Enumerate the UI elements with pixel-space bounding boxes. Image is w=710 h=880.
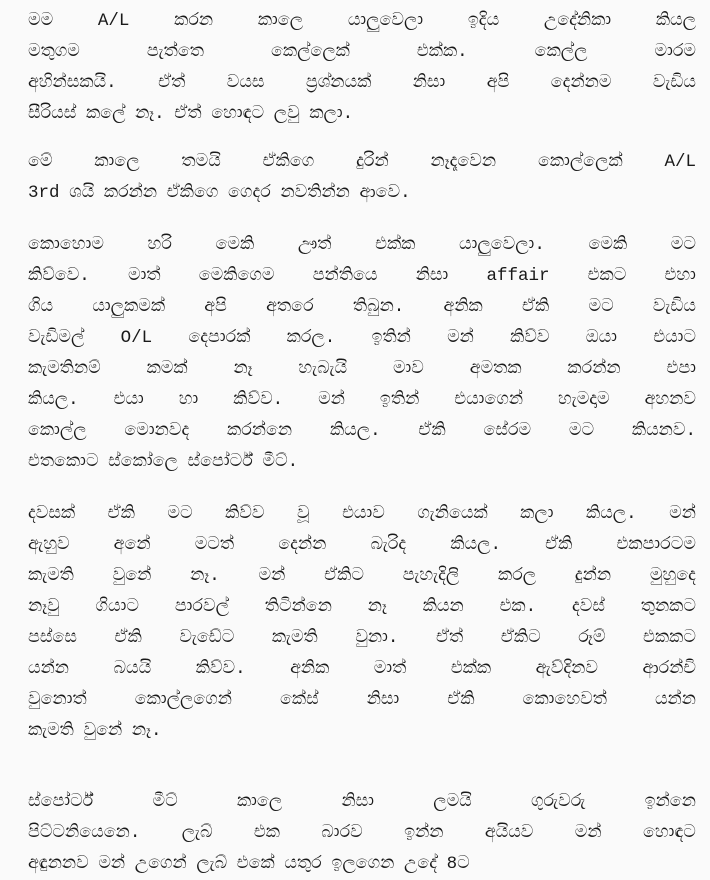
word: කෙල්ලෙක් [270,42,350,62]
word: නෑ [367,597,387,617]
word: එක්ක. [416,42,468,62]
word: A/L [97,11,130,31]
word: ගෙදර [228,183,271,203]
word: කලා [520,504,554,524]
word: එක [253,823,280,843]
word: කොහොම [28,235,104,255]
word: බැරිද [370,535,407,555]
text-line [28,716,696,747]
word: කලා. [309,104,354,124]
word: දුරින් [356,152,389,172]
word: ඉදිය [467,11,500,31]
word: ගුරුවරු [531,792,586,812]
word: තිටින්නෙ [264,597,332,617]
word: කැමති [271,628,318,648]
word: පන්තියෙ [312,266,378,286]
word: දෙන්නම [550,73,612,93]
word: නෑ. [131,721,162,741]
word: අනික [290,659,330,679]
word: අයියව [484,823,534,843]
word: ලැබ් [181,823,213,843]
word: මාත් [128,266,161,286]
word: අතරෙ [266,297,314,317]
word: යතුර [284,854,322,874]
word: කාලෙ [236,792,283,812]
word: දෙපාරක් [188,328,251,348]
word: කිව්ව [225,504,265,524]
word: මොනවද [124,421,190,441]
word: පැත්තෙ [146,42,204,62]
word: මීට්. [262,452,299,472]
word: කියන [422,597,464,617]
word: ඌත් [297,235,332,255]
word: ඇව්දිනව [535,659,598,679]
paragraph-3 [28,230,696,478]
word: දුන්න [574,566,612,586]
word: බයයි [113,659,152,679]
word: ඔයා [585,328,617,348]
text-line [28,592,696,623]
text-line [28,6,696,37]
word: ලමයි [433,792,472,812]
word: අපි [486,73,510,93]
text-line [28,292,696,323]
text-line [28,99,696,130]
word: සේරම [483,421,532,441]
word: ගියාට [95,597,139,617]
word: ඉතින් [379,390,420,410]
text-line [28,499,696,530]
word: මෙකිගෙම [198,266,275,286]
word: ඉන්න [404,823,444,843]
word: මන් [318,390,345,410]
word: නෑ. [190,566,220,586]
word: අහනව [644,390,696,410]
word: ලැබ් [196,854,228,874]
word: යාලුවෙලා. [459,235,545,255]
word: 3rd [28,183,60,203]
word: නිසා [415,266,449,286]
word: තුනකට [640,597,696,617]
word: තිබුන. [352,297,405,317]
word: වුනේ [112,566,152,586]
word: සීරියස් [28,104,77,124]
word: වූ [296,504,310,524]
paragraph-1 [28,6,696,130]
word: ලවු [273,104,300,124]
word: එකේ [236,854,275,874]
word: හරි [147,235,172,255]
word: කොල්ල [28,421,87,441]
word: එක. [499,597,537,617]
paragraph-4 [28,499,696,747]
text-line [28,818,696,849]
text-line [28,416,696,447]
paragraph-spacer [28,478,696,499]
word: එහා [664,266,696,286]
word: කිව්ව. [233,390,284,410]
word: කියල. [28,390,79,410]
paragraph-spacer [28,747,696,787]
word: නවතින්න [280,183,350,203]
word: අපි [204,297,227,317]
word: අහින්සකයි. [28,73,117,93]
word: A/L [664,152,696,172]
word: පස්සෙ [28,628,77,648]
word: ඒකිට [324,566,364,586]
text-line [28,447,696,478]
word: කිව්ව [510,328,550,348]
word: කරන [174,11,214,31]
text-line [28,178,696,209]
word: තමයි [181,152,221,172]
word: කරන්න [567,359,621,379]
word: ගැනියෙක් [417,504,488,524]
word: නෑ. [135,104,165,124]
word: හැබැයි [298,359,348,379]
text-line [28,68,696,99]
word: එක්ක [375,235,416,255]
word: දවසක් [28,504,76,524]
word: මුහුදෙ [649,566,696,586]
word: කාලෙ [94,152,140,172]
word: 8ට [446,854,470,874]
word: මාව [392,359,424,379]
word: මන් [258,566,286,586]
word: එයාට [653,328,696,348]
text-line [28,147,696,178]
word: දෙන්න [278,535,327,555]
word: කරල [497,566,537,586]
text-line [28,685,696,716]
text-line [28,787,696,818]
word: O/L [120,328,153,348]
word: කෙල්ල [534,42,588,62]
word: නෑවු [28,597,60,617]
word: කියල. [329,421,381,441]
paragraph-5 [28,787,696,880]
word: රූම් [578,628,606,648]
word: ඒකිට [500,628,541,648]
paragraph-spacer [28,209,696,230]
text-line [28,654,696,685]
word: ඒත් [174,104,202,124]
word: කිව්වෙ. [28,266,90,286]
word: ඒකි [107,504,135,524]
word: මට [588,297,614,317]
text-line [28,323,696,354]
word: ස්පෝර්ට් [187,452,253,472]
text-line [28,849,696,880]
text-line [28,261,696,292]
word: මතුගම [28,42,80,62]
word: කොහෙවත් [522,690,607,710]
word: කේස් [279,690,319,710]
word: ආවෙ. [359,183,411,203]
word: යන්න [28,659,70,679]
word: කැමති [28,566,74,586]
word: එකකට [643,628,696,648]
word: මට [670,235,696,255]
word: ස්කෝලෙ [108,452,178,472]
word: මීට් [152,792,178,812]
word: ගිය [28,297,54,317]
word: පිට්ටනියෙනෙ. [28,823,141,843]
word: ශයි [69,183,95,203]
word: එකපාරටම [616,535,696,555]
word: කරල. [286,328,336,348]
word: ඒකි [447,690,475,710]
word: එක්ක [450,659,492,679]
word: කොල්ලෙක් [537,152,623,172]
word: එතකොට [28,452,99,472]
text-line [28,385,696,416]
word: වැඩිය [652,297,696,317]
word: නිසා [366,690,400,710]
word: කිව්ව. [195,659,246,679]
text-line [28,561,696,592]
word: වයස [226,73,265,93]
word: වුනා. [355,628,399,648]
word: පාරවල් [174,597,229,617]
word: පැහැදිලි [402,566,460,586]
word: ඒකිගෙ [262,152,315,172]
word: ඉන්නෙ [644,792,696,812]
word: කැමතිනම් [28,359,101,379]
word: මට [167,504,193,524]
word: උදේනිකා [543,11,612,31]
word: මාත් [373,659,407,679]
word: මන් [447,328,474,348]
word: මාරම [654,42,696,62]
word: කියල. [450,535,501,555]
word: කියනව. [631,421,696,441]
word: උදේ [403,854,437,874]
word: මෙකි [588,235,628,255]
word: කොල්ලගෙන් [134,690,232,710]
word: අනික [443,297,483,317]
word: වුනොත් [28,690,87,710]
word: අඳුනනව [28,854,89,874]
word: කියල [655,11,696,31]
word: මන් [98,854,126,874]
word: affair [486,266,550,286]
word: මේ [28,152,53,172]
text-line [28,623,696,654]
word: නිසා [341,792,374,812]
word: අමතක [469,359,522,379]
word: නිසා [412,73,446,93]
word: කැමති [28,721,74,741]
word: මන් [574,823,602,843]
word: ඒකි [114,628,142,648]
word: ඒකිගෙ [166,183,219,203]
word: හොඳට [642,823,696,843]
word: ආරන්චි [642,659,696,679]
text-line [28,530,696,561]
word: ඒකි [418,421,446,441]
word: උගෙන් [134,854,187,874]
word: යාලුකමක් [92,297,166,317]
word: ස්පෝර්ට් [28,792,94,812]
word: එයාගෙන් [454,390,524,410]
word: වැඩිය [652,73,696,93]
word: එකට [587,266,627,286]
word: වුනේ [83,721,123,741]
word: එපා [666,359,696,379]
text-line [28,354,696,385]
word: ඒකි [545,535,573,555]
word: නෑදෑවෙන [430,152,497,172]
word: වැඩිමල් [28,328,85,348]
word: මටත් [194,535,235,555]
text-line [28,37,696,68]
word: එයාව [342,504,385,524]
paragraph-2 [28,147,696,209]
word: ඒකි [521,297,550,317]
word: බාරව [321,823,363,843]
word: මෙකි [215,235,255,255]
word: ඉතින් [371,328,411,348]
word: අනේ [113,535,151,555]
paragraph-spacer [28,130,696,147]
word: කරන්නෙ [227,421,293,441]
word: නෑ [233,359,253,379]
word: යන්න [654,690,696,710]
word: කලේ [85,104,126,124]
word: හොඳට [211,104,265,124]
word: වැඩේට [179,628,235,648]
word: ප්‍රශ්නයක් [305,73,372,93]
text-line [28,230,696,261]
word: මම [28,11,54,31]
word: කාලෙ [257,11,304,31]
word: එයා [113,390,144,410]
word: ඒත් [435,628,464,648]
word: යාලුවෙලා [347,11,424,31]
word: ඉලගෙන [331,854,395,874]
word: හැමදාම [558,390,610,410]
word: කියල. [586,504,637,524]
word: මට [568,421,595,441]
word: මන් [669,504,696,524]
word: ඒත් [158,73,186,93]
word: ඇහුව [28,535,70,555]
word: දවස් [571,597,605,617]
word: හා [178,390,199,410]
word: කරන්න [103,183,158,203]
word: කමක් [146,359,188,379]
